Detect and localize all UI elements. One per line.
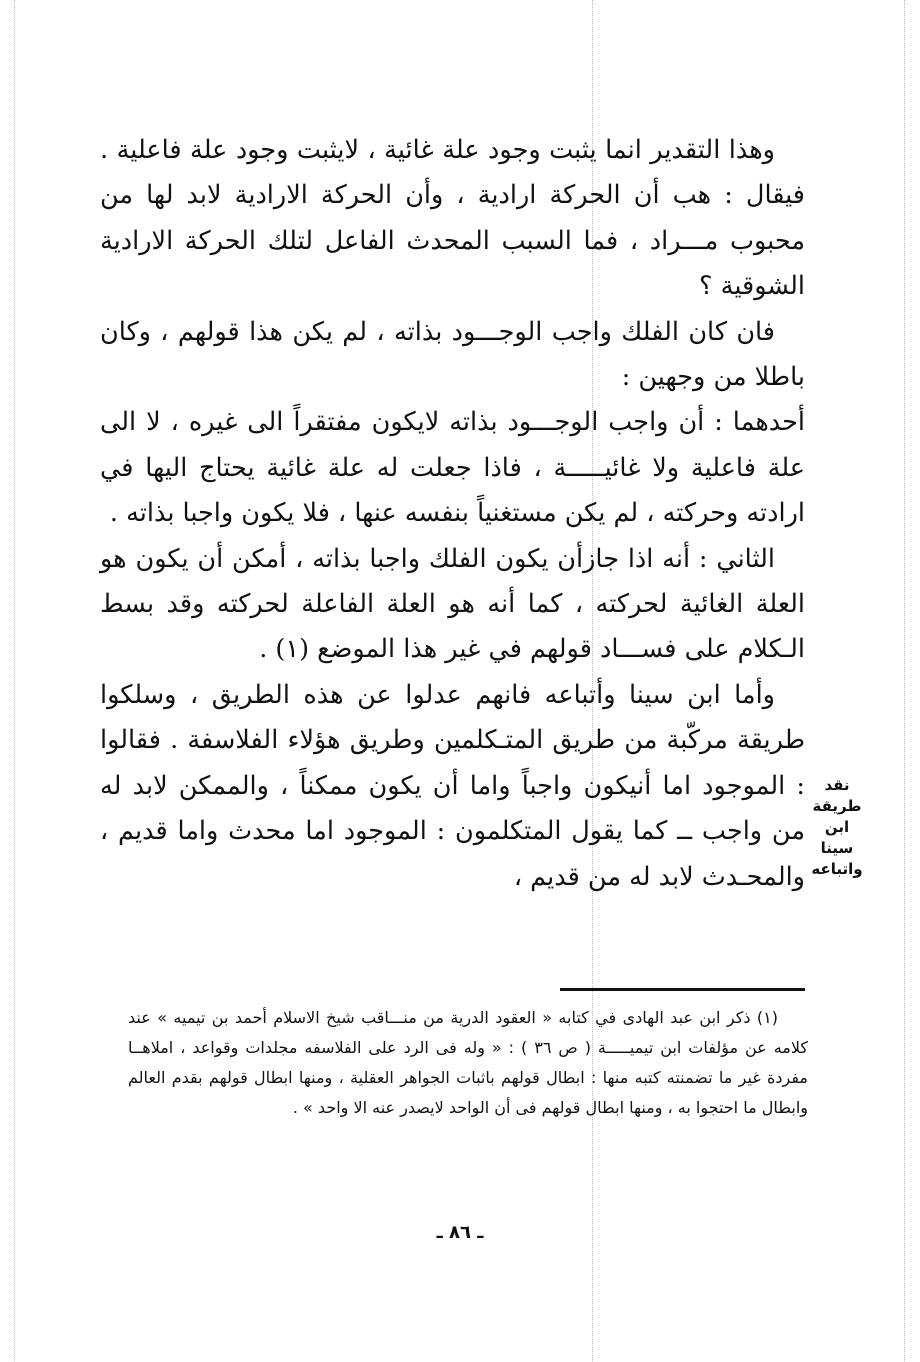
paragraph: أحدهما : أن واجب الوجـــود بذاته لايكون مفتقراً الى غيره ، لا الى علة فاعلية ولا غائيـــــة ، فاذا جعلت له علة غائية يحتاج اليها في ارادته وحركته ، لم يكن مستغنياً بنفسه عنها ، فلا يكون واجبا بذاته . bbox=[100, 407, 805, 529]
footnote-text: (١) ذكر ابن عبد الهادى في كتابه « العقود الدرية من منـــاقب شيخ الاسلام أحمد بن تيميه » عند كلامه عن مؤلفات ابن تيميـــــة ( ص ٣٦ ) : « وله فى الرد على الفلاسفه مجلدات وقواعد ، املاهــا مفردة غير ما تضمنته كتبه منها : ابطال قولهم باثبات الجواهر العقلية ، ومنها ابطال قولهم بقدم العالم وابطال ما احتجوا به ، ومنها ابطال قولهم فى أن الواحد لايصدر عنه الا واحد » . bbox=[128, 1008, 809, 1117]
scan-guide-line bbox=[14, 0, 15, 1362]
main-text bbox=[100, 128, 805, 900]
margin-note bbox=[807, 775, 867, 880]
paragraph: فان كان الفلك واجب الوجـــود بذاته ، لم يكن هذا قولهم ، وكان باطلا من وجهين : bbox=[100, 316, 805, 393]
margin-note-line: ابن سينا bbox=[820, 818, 854, 857]
scan-guide-line bbox=[904, 0, 905, 1362]
paragraph: وأما ابن سينا وأتباعه فانهم عدلوا عن هذه الطريق ، وسلكوا طريقة مركّبة من طريق المتـكلمين وطريق هؤلاء الفلاسفة . فقالوا : الموجود اما أنيكون واجباً واما أن يكون ممكناً ، والممكن لابد له من واجب ــ كما يقول المتكلمون : الموجود اما محدث واما قديم ، والمحـدث لابد له من قديم ، bbox=[100, 679, 805, 892]
footnote bbox=[128, 1003, 808, 1123]
paragraph: الثاني : أنه اذا جازأن يكون الفلك واجبا بذاته ، أمكن أن يكون هو العلة الغائية لحركته ، كما أنه هو العلة الفاعلة لحركته وقد بسط الـكلام على فســـاد قولهم في غير هذا الموضع (١) . bbox=[100, 543, 805, 665]
page-number: ـ ٨٦ ـ bbox=[436, 1222, 484, 1243]
paragraph: وهذا التقدير انما يثبت وجود علة غائية ، لايثبت وجود علة فاعلية . فيقال : هب أن الحركة ارادية ، وأن الحركة الارادية لابد لها من محبوب مـــراد ، فما السبب المحدث الفاعل لتلك الحركة الارادية الشوقية ؟ bbox=[100, 135, 805, 302]
footnote-divider bbox=[560, 988, 805, 991]
margin-note-line: واتباعه bbox=[811, 860, 863, 878]
margin-note-line: نقد طريقة bbox=[812, 776, 862, 815]
